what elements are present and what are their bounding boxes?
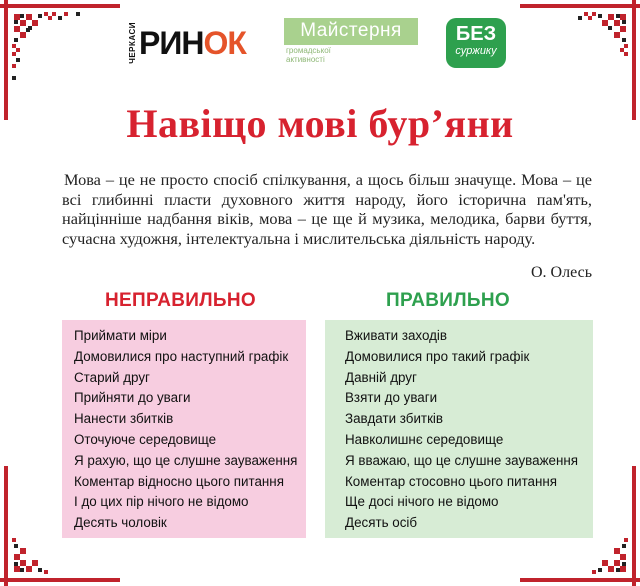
right-panel	[325, 320, 593, 538]
list-item: Я вважаю, що це слушне зауваження	[345, 452, 579, 468]
list-item: Старий друг	[74, 369, 150, 385]
list-item: Вживати заходів	[345, 328, 448, 343]
maisternia-logo	[284, 18, 418, 65]
list-item: Коментар відносно цього питання	[74, 473, 284, 489]
rynok-logo-word: РИНОК	[139, 24, 246, 61]
rynok-logo	[128, 22, 246, 64]
header-logos	[0, 14, 640, 74]
list-item: І до цих пір нічого не відомо	[74, 494, 249, 510]
list-item: Приймати міри	[74, 328, 167, 343]
wrong-list	[62, 326, 306, 534]
list-item: Коментар стосовно цього питання	[345, 473, 558, 489]
list-item: Нанести збитків	[74, 411, 174, 427]
rynok-logo-city: ЧЕРКАСИ	[128, 22, 137, 64]
wrong-heading: НЕПРАВИЛЬНО	[105, 290, 256, 311]
bez-surzhyku-logo	[446, 18, 506, 68]
bez-logo-small: суржику	[455, 45, 497, 57]
list-item: Взяти до уваги	[345, 390, 438, 406]
list-item: Десять чоловік	[74, 515, 167, 531]
list-item: Давній друг	[345, 369, 417, 385]
quote-author: О. Олесь	[531, 264, 592, 281]
quote-text: Мова – це не просто спосіб спілкування, а щось більш значуще. Мова – це всі глибинні пласти духовного життя народу, його історична пам'ять, найцінніше надбання віків, мова – це ще й музика, мелодика, барви буття, сучасна художня, інтелектуальна і мислительська діяльність народу.	[62, 170, 592, 248]
list-item: Прийняти до уваги	[74, 390, 191, 406]
list-item: Домовилися про наступний графік	[74, 348, 289, 364]
wrong-panel	[62, 320, 306, 538]
list-item: Ще досі нічого не відомо	[345, 494, 499, 510]
right-heading: ПРАВИЛЬНО	[386, 290, 510, 311]
maisternia-logo-subtitle: громадської активності	[286, 46, 331, 64]
bez-logo-big: БЕЗ	[455, 23, 497, 45]
maisternia-logo-title: Майстерня	[284, 18, 418, 45]
list-item: Завдати збитків	[345, 411, 444, 427]
list-item: Оточуюче середовище	[74, 431, 217, 447]
list-item: Навколишнє середовище	[345, 431, 504, 447]
list-item: Я рахую, що це слушне зауваження	[74, 452, 298, 468]
page-title: Навіщо мові бур’яни	[126, 101, 514, 146]
list-item: Десять осіб	[345, 515, 418, 531]
right-list	[325, 326, 593, 534]
list-item: Домовилися про такий графік	[345, 348, 530, 364]
